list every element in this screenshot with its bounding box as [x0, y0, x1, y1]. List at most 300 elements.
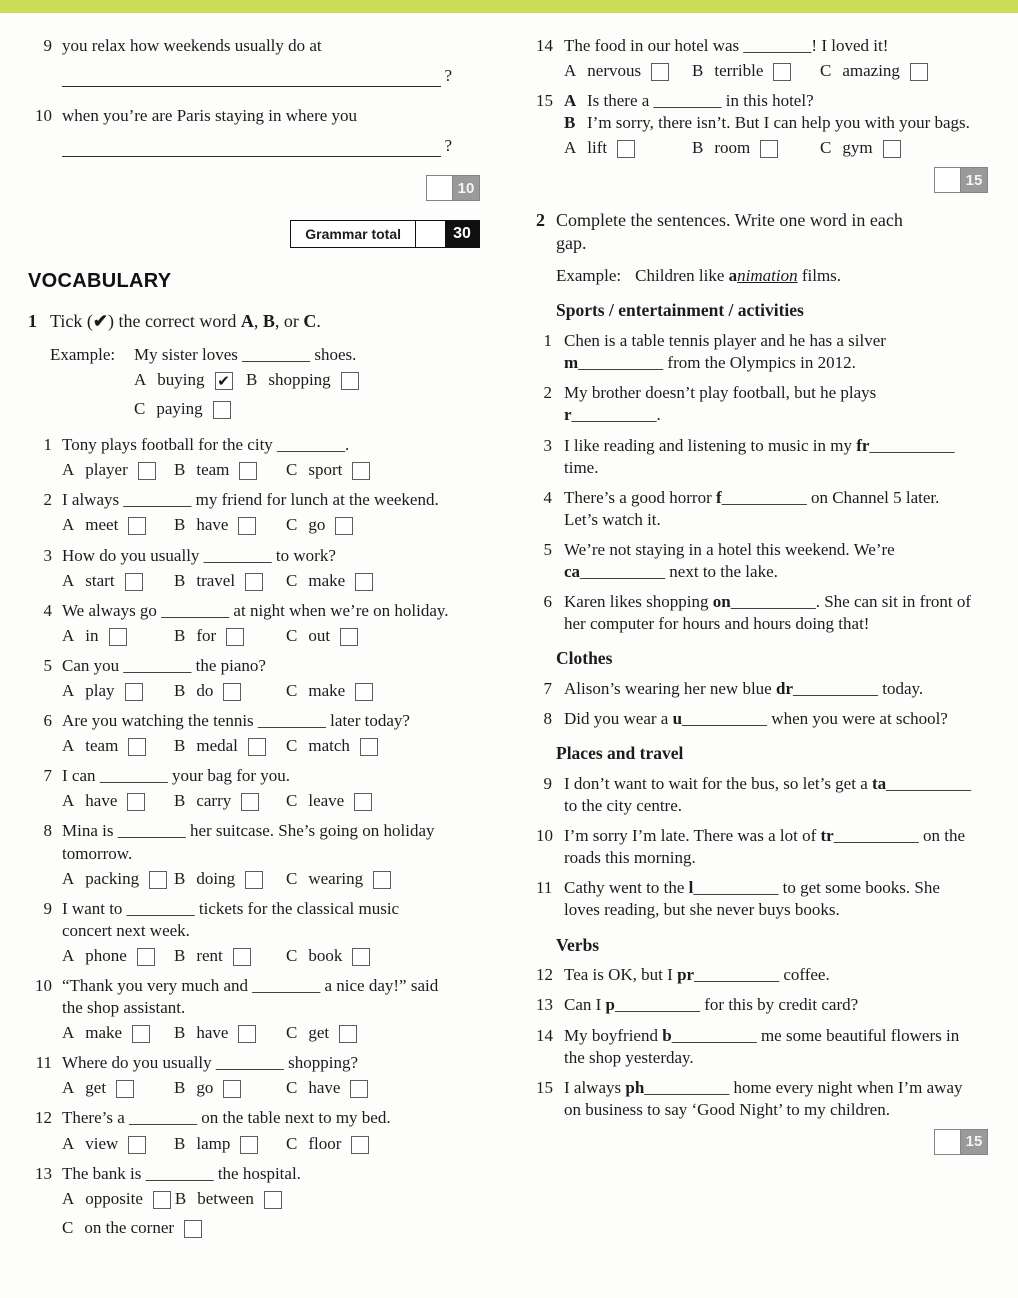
question-body: [564, 678, 976, 700]
text-segment: I don’t want to wait for the bus, so let’s get a: [564, 774, 872, 793]
options-row: [564, 60, 976, 82]
options-row: [62, 514, 452, 536]
exercise1-number: 1: [28, 311, 37, 332]
answer-checkbox[interactable]: [352, 462, 370, 480]
text-segment: Cathy went to the: [564, 878, 689, 898]
question: [28, 820, 480, 889]
option-c: [134, 398, 246, 420]
question-body: [62, 1107, 452, 1154]
section-title: Sports / entertainment / activities: [556, 300, 804, 321]
question: [28, 600, 480, 647]
text-segment: .: [316, 311, 321, 332]
question: [536, 877, 988, 921]
top-accent-bar: [0, 0, 1018, 13]
answer-line-row: [62, 135, 452, 157]
question-body: [564, 90, 976, 159]
score-input-cell[interactable]: [935, 168, 960, 192]
gap-fill-sentence: [564, 708, 976, 730]
grammar-total-label: Grammar total: [305, 226, 401, 243]
answer-checkbox[interactable]: [883, 140, 901, 158]
option-letter: C: [286, 625, 298, 645]
gap-fill-sentence: [564, 539, 976, 583]
option-a: [62, 514, 174, 536]
text-segment: Chen is a table tennis player and he has a silver: [564, 331, 886, 351]
text-segment: __________ me some beautiful flowers in the shop yesterday.: [564, 1025, 960, 1067]
question-number: 4: [543, 487, 552, 507]
exercise1-instruction: [50, 310, 480, 333]
question-number: 3: [543, 435, 552, 455]
grammar-tail-questions: [28, 35, 480, 167]
question-number: 10: [536, 826, 553, 846]
text-segment: Tea is OK, but I: [564, 965, 678, 985]
exercise1-questions: [28, 434, 480, 1239]
option-a: [62, 1133, 174, 1155]
option-c: [286, 459, 398, 481]
answer-checkbox[interactable]: [137, 948, 155, 966]
question-text: There’s a ________ on the table next to my bed.: [62, 1108, 391, 1128]
gap-fill-sentence: [564, 487, 976, 531]
section-title: Clothes: [556, 648, 613, 669]
question-number: 4: [43, 600, 52, 620]
section-title: Places and travel: [556, 743, 684, 764]
question-number: 5: [543, 539, 552, 559]
option-word: travel: [196, 570, 236, 590]
option-c: [820, 60, 948, 82]
option-letter: C: [286, 570, 298, 590]
text-segment: B: [262, 311, 275, 332]
example-sentence: [635, 265, 988, 287]
gap-fill-sentence: [564, 1025, 976, 1069]
answer-checkbox[interactable]: [215, 372, 233, 390]
answer-write-line[interactable]: [62, 67, 441, 87]
question-body: [62, 105, 452, 167]
option-word: match: [308, 736, 350, 756]
question-body: [564, 330, 976, 374]
answer-checkbox[interactable]: [355, 573, 373, 591]
option-letter: C: [286, 736, 298, 756]
answer-checkbox[interactable]: [773, 63, 791, 81]
question-text: Mina is ________ her suitcase. She’s going on holiday tomorrow.: [62, 821, 435, 863]
question-body: [62, 545, 452, 592]
question-number: 9: [43, 36, 52, 55]
text-segment: __________ on Channel 5 later. Let’s watch it.: [564, 487, 940, 529]
gap-fill-sentence: [564, 994, 976, 1016]
answer-checkbox[interactable]: [238, 517, 256, 535]
question: [536, 382, 988, 426]
option-b: [174, 1077, 286, 1099]
answer-checkbox[interactable]: [127, 793, 145, 811]
text-segment: __________ on the roads this morning.: [564, 826, 965, 868]
score-max-value: 15: [960, 1130, 987, 1154]
sentence-text: I’m sorry, there isn’t. But I can help you with your bags.: [587, 113, 970, 133]
option-a: [62, 868, 174, 890]
option-a: [62, 1188, 175, 1210]
option-word: make: [308, 680, 346, 700]
options-row: [62, 868, 452, 890]
text-segment: __________ to the city centre.: [564, 774, 972, 816]
options-row: [62, 1133, 452, 1155]
option-word: room: [714, 138, 751, 158]
question: [28, 1052, 480, 1099]
option-a: [62, 459, 174, 481]
option-letter: B: [174, 460, 186, 480]
options-row: [62, 945, 452, 967]
text-segment: We’re not staying in a hotel this weekend. We’re: [564, 539, 895, 559]
option-b: [692, 60, 820, 82]
gap-fill-sentence: [564, 330, 976, 374]
question-body: [62, 489, 452, 536]
question-number: 1: [543, 331, 552, 351]
answer-checkbox[interactable]: [352, 948, 370, 966]
option-word: medal: [196, 736, 238, 756]
option-letter: A: [62, 570, 75, 590]
option-letter: C: [286, 460, 298, 480]
option-letter: A: [564, 138, 577, 158]
text-segment: __________ home every night when I’m away on business to say ‘Good Night’ to my children.: [564, 1077, 963, 1119]
answer-checkbox[interactable]: [125, 683, 143, 701]
answer-write-line[interactable]: [62, 137, 441, 157]
text-segment: dr: [775, 679, 793, 699]
option-b: [692, 137, 820, 159]
option-letter: C: [286, 515, 298, 535]
option-word: have: [196, 1023, 229, 1043]
question-text: I can ________ your bag for you.: [62, 766, 291, 786]
question-number: 12: [35, 1108, 52, 1128]
answer-checkbox[interactable]: [125, 573, 143, 591]
section-title: Verbs: [556, 934, 600, 955]
option-word: make: [85, 1023, 123, 1043]
text-segment: pr: [677, 965, 695, 985]
answer-checkbox[interactable]: [760, 140, 778, 158]
question: [536, 678, 988, 700]
text-segment: ta: [872, 774, 887, 793]
gap-fill-sentence: [564, 877, 976, 921]
question-mark: ?: [444, 66, 452, 86]
text-segment: A: [240, 311, 254, 332]
option-word: make: [308, 570, 346, 590]
question-body: [564, 708, 976, 730]
option-word: book: [308, 945, 343, 965]
option-word: start: [85, 570, 115, 590]
answer-checkbox[interactable]: [240, 1136, 258, 1154]
question-text: Are you watching the tennis ________ later today?: [62, 711, 410, 731]
option-letter: B: [174, 1078, 186, 1098]
option-word: lamp: [196, 1133, 231, 1153]
option-word: team: [85, 736, 119, 756]
question-body: [564, 539, 976, 583]
exercise2-number: 2: [536, 209, 545, 230]
option-c: [62, 1217, 206, 1239]
option-letter: B: [174, 945, 186, 965]
option-c: [286, 868, 398, 890]
text-segment: I like reading and listening to music in my: [564, 435, 857, 455]
option-c: [820, 137, 948, 159]
option-letter: A: [62, 945, 75, 965]
option-letter: B: [174, 1188, 187, 1208]
option-letter: A: [62, 460, 75, 480]
text-segment: __________ from the Olympics in 2012.: [578, 353, 856, 373]
option-b: [174, 735, 286, 757]
text-segment: ✔: [92, 311, 108, 332]
question: [28, 35, 480, 97]
option-letter: B: [174, 570, 186, 590]
option-a: [62, 1077, 174, 1099]
text-segment: Karen likes shopping: [564, 592, 713, 612]
answer-checkbox[interactable]: [128, 517, 146, 535]
text-segment: My boyfriend: [564, 1025, 663, 1045]
question-body: [62, 1052, 452, 1099]
answer-checkbox[interactable]: [138, 462, 156, 480]
question: [28, 975, 480, 1044]
option-letter: B: [174, 791, 186, 811]
text-segment: Can I: [564, 995, 606, 1015]
question-number: 10: [35, 106, 52, 126]
answer-checkbox[interactable]: [128, 1136, 146, 1154]
option-word: on the corner: [84, 1217, 175, 1237]
text-segment: __________. She can sit in front of her computer for hours and hours doing that!: [564, 592, 972, 634]
answer-checkbox[interactable]: [360, 738, 378, 756]
question: [536, 964, 988, 986]
exercise2-header: [536, 209, 988, 256]
question: [536, 773, 988, 817]
option-word: terrible: [714, 61, 764, 81]
gap-fill-sentence: [564, 825, 976, 869]
option-word: have: [308, 1078, 341, 1098]
option-word: get: [308, 1023, 330, 1043]
option-letter: C: [286, 680, 298, 700]
answer-checkbox[interactable]: [617, 140, 635, 158]
option-a: [62, 680, 174, 702]
option-c: [286, 570, 398, 592]
option-word: carry: [196, 791, 232, 811]
question-number: 14: [536, 36, 553, 55]
text-segment: m: [564, 353, 579, 373]
question-number: 13: [536, 995, 553, 1015]
answer-checkbox[interactable]: [651, 63, 669, 81]
question-body: [62, 765, 452, 812]
score-input-cell[interactable]: [935, 1130, 960, 1154]
score-input-cell[interactable]: [427, 176, 452, 200]
answer-checkbox[interactable]: [248, 738, 266, 756]
text-segment: C: [303, 311, 317, 332]
text-segment: u: [672, 709, 683, 729]
option-word: wearing: [308, 868, 364, 888]
text-segment: __________ time.: [564, 435, 955, 477]
answer-checkbox[interactable]: [128, 738, 146, 756]
option-word: phone: [85, 945, 127, 965]
option-a: [62, 790, 174, 812]
question-text: Where do you usually ________ shopping?: [62, 1053, 359, 1073]
option-c: [286, 790, 398, 812]
text-segment: Tick (: [50, 311, 93, 332]
answer-checkbox[interactable]: [245, 871, 263, 889]
option-letter: B: [174, 1133, 186, 1153]
option-word: opposite: [85, 1188, 143, 1208]
example-sentence: My sister loves ________ shoes.: [134, 344, 357, 364]
text-segment: There’s a good horror: [564, 487, 717, 507]
options-row: [62, 570, 452, 592]
question-number: 13: [35, 1163, 52, 1183]
option-letter: A: [62, 680, 75, 700]
text-segment: Children like: [635, 266, 729, 286]
text-segment: ca: [564, 562, 581, 582]
option-letter: B: [174, 868, 186, 888]
option-a: [62, 735, 174, 757]
question-number: 9: [43, 898, 52, 918]
question-body: [564, 1025, 976, 1069]
option-word: play: [85, 680, 115, 700]
question: [28, 105, 480, 167]
answer-checkbox[interactable]: [184, 1220, 202, 1238]
option-letter: B: [246, 369, 258, 389]
answer-checkbox[interactable]: [149, 871, 167, 889]
question: [536, 708, 988, 730]
option-letter: B: [174, 680, 186, 700]
answer-checkbox[interactable]: [339, 1025, 357, 1043]
grammar-total-row: [28, 220, 480, 248]
question: [536, 825, 988, 869]
question-body: [62, 820, 452, 889]
question-body: [62, 710, 452, 757]
options-row: [62, 680, 452, 702]
answer-checkbox[interactable]: [341, 372, 359, 390]
exercise2-score-row: [536, 1129, 988, 1160]
option-word: sport: [308, 460, 343, 480]
answer-checkbox[interactable]: [116, 1080, 134, 1098]
question: [28, 765, 480, 812]
option-word: go: [196, 1078, 214, 1098]
exercise2-sections: [536, 299, 988, 1120]
answer-checkbox[interactable]: [226, 628, 244, 646]
question-body: [62, 898, 452, 967]
options-row: [62, 1022, 452, 1044]
question: [28, 434, 480, 481]
option-letter: B: [692, 61, 704, 81]
question-number: 2: [43, 490, 52, 510]
question: [28, 898, 480, 967]
question: [28, 545, 480, 592]
vocabulary-heading: VOCABULARY: [28, 270, 172, 293]
grammar-score-box: [426, 175, 480, 201]
answer-checkbox[interactable]: [213, 401, 231, 419]
question: [536, 1025, 988, 1069]
text-segment: nimation: [737, 266, 798, 286]
gap-fill-sentence: [564, 964, 976, 986]
text-segment: I always: [564, 1077, 626, 1097]
answer-checkbox[interactable]: [354, 793, 372, 811]
question-number: 2: [543, 383, 552, 403]
option-letter: A: [134, 369, 147, 389]
option-letter: B: [174, 1023, 186, 1043]
option-word: in: [85, 625, 99, 645]
grammar-total-box: [290, 220, 480, 248]
speaker-label: B: [564, 113, 576, 133]
answer-checkbox[interactable]: [109, 628, 127, 646]
options-row: [62, 625, 452, 647]
question-text: when you’re are Paris staying in where you: [62, 106, 358, 126]
answer-checkbox[interactable]: [910, 63, 928, 81]
question-number: 6: [43, 711, 52, 731]
option-b: [174, 625, 286, 647]
answer-checkbox[interactable]: [223, 1080, 241, 1098]
option-letter: C: [286, 791, 298, 811]
answer-checkbox[interactable]: [238, 1025, 256, 1043]
option-b: [174, 459, 286, 481]
grammar-total-input-cell[interactable]: [415, 221, 445, 247]
answer-checkbox[interactable]: [239, 462, 257, 480]
option-letter: B: [174, 515, 186, 535]
question-body: [564, 435, 976, 479]
option-b: [174, 680, 286, 702]
answer-checkbox[interactable]: [335, 517, 353, 535]
question-body: [564, 964, 976, 986]
text-segment: tr: [820, 826, 834, 846]
answer-checkbox[interactable]: [340, 628, 358, 646]
option-letter: C: [286, 945, 298, 965]
option-word: do: [196, 680, 214, 700]
gap-fill-sentence: [564, 1077, 976, 1121]
question: [536, 1077, 988, 1121]
text-segment: ,: [253, 311, 263, 332]
question-number: 1: [43, 435, 52, 455]
option-b: [174, 514, 286, 536]
question-text: The bank is ________ the hospital.: [62, 1163, 301, 1183]
question: [536, 487, 988, 531]
text-segment: __________ coffee.: [694, 965, 830, 985]
answer-checkbox[interactable]: [350, 1080, 368, 1098]
option-word: gym: [842, 138, 873, 158]
answer-checkbox[interactable]: [223, 683, 241, 701]
option-c: [286, 1022, 398, 1044]
question-body: [564, 773, 976, 817]
option-letter: C: [134, 399, 146, 419]
option-word: paying: [156, 399, 203, 419]
option-word: rent: [196, 945, 223, 965]
question-text: We always go ________ at night when we’re on holiday.: [62, 600, 449, 620]
answer-checkbox[interactable]: [233, 948, 251, 966]
answer-checkbox[interactable]: [241, 793, 259, 811]
text-segment: __________ for this by credit card?: [615, 995, 859, 1015]
question-body: [62, 975, 452, 1044]
question-text: How do you usually ________ to work?: [62, 545, 336, 565]
option-letter: C: [820, 138, 832, 158]
option-c: [286, 625, 398, 647]
text-segment: p: [605, 995, 616, 1015]
option-word: between: [197, 1188, 254, 1208]
option-word: packing: [85, 868, 140, 888]
exercise2-example: [556, 265, 988, 287]
answer-checkbox[interactable]: [373, 871, 391, 889]
options-row: [62, 790, 452, 812]
answer-checkbox[interactable]: [245, 573, 263, 591]
option-c: [286, 1133, 398, 1155]
question: [536, 539, 988, 583]
option-word: shopping: [268, 369, 331, 389]
exercise1-example: [50, 344, 480, 420]
answer-checkbox[interactable]: [264, 1191, 282, 1209]
answer-checkbox[interactable]: [355, 683, 373, 701]
text-segment: on: [712, 592, 731, 612]
question-number: 7: [543, 679, 552, 699]
text-segment: fr: [856, 435, 870, 455]
option-c: [286, 735, 398, 757]
answer-checkbox[interactable]: [351, 1136, 369, 1154]
question-number: 3: [43, 545, 52, 565]
answer-checkbox[interactable]: [153, 1191, 171, 1209]
question-number: 7: [43, 766, 52, 786]
answer-checkbox[interactable]: [132, 1025, 150, 1043]
options-row: [62, 1188, 452, 1239]
